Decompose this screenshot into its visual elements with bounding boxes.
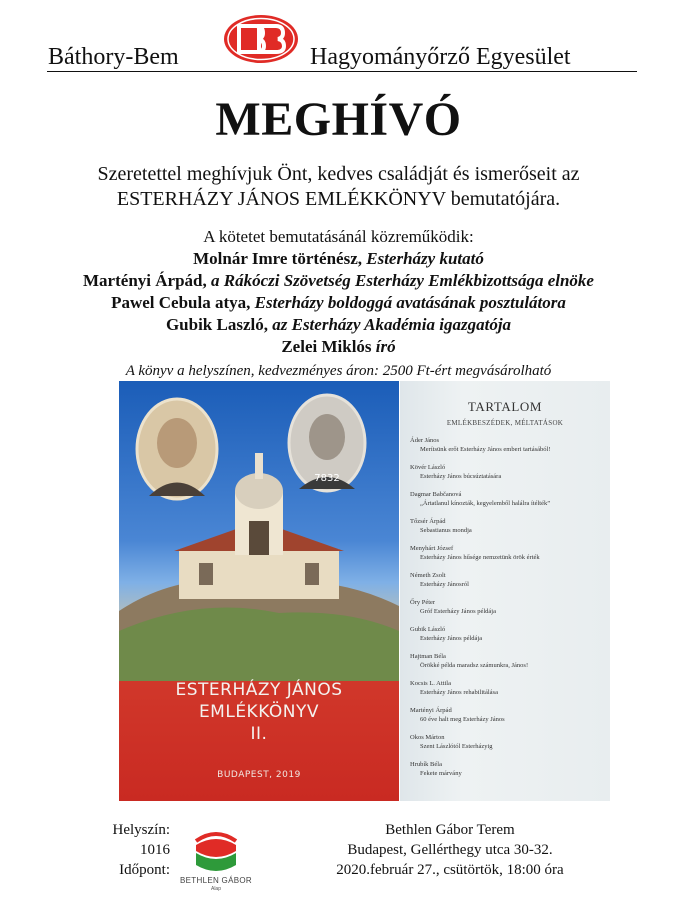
org-name-left: Báthory-Bem — [48, 44, 179, 70]
toc-author: Martényi Árpád — [410, 707, 452, 714]
toc-entry — [410, 733, 606, 760]
toc-author: Gubik László — [410, 626, 446, 633]
toc-heading: TARTALOM — [467, 399, 543, 414]
toc-title: Örökké példa maradsz számunkra, János! — [420, 662, 529, 669]
footer-labels — [90, 820, 170, 880]
contributors — [0, 226, 677, 358]
toc-entry — [410, 571, 606, 598]
toc-title: Szent Lászlótól Esterházyig — [420, 743, 493, 750]
toc-entry — [410, 652, 606, 679]
toc-author: Menyhárt József — [410, 545, 454, 552]
toc-entry — [410, 544, 606, 571]
org-name-right: Hagyományőrző Egyesület — [310, 44, 571, 70]
toc-entry — [410, 436, 606, 463]
cover-illustration — [119, 381, 399, 681]
toc-author: Őry Péter — [410, 599, 436, 606]
event-datetime: 2020.február 27., csütörtök, 18:00 óra — [336, 862, 564, 878]
venue-name: Bethlen Gábor Terem — [385, 822, 515, 838]
toc-author: Kövér László — [410, 464, 446, 471]
contributor-4: Gubik Laszló, az Esterházy Akadémia igazgatója — [165, 315, 512, 334]
toc-author: Tőzsér Árpád — [410, 518, 446, 525]
toc-title: Esterházy János példája — [420, 635, 483, 642]
price-note: A könyv a helyszínen, kedvezményes áron: 2500 Ft-ért megvásárolható — [125, 363, 552, 379]
contributor-2: Martényi Árpád, a Rákóczi Szövetség Esterházy Emlékbizottsága elnöke — [83, 271, 594, 290]
toc-entry — [410, 598, 606, 625]
contributors-intro: A kötetet bemutatásánál közreműködik: — [203, 227, 474, 246]
postcode: 1016 — [140, 842, 170, 858]
toc-list — [410, 436, 606, 787]
invitation-line-2: ESTERHÁZY JÁNOS EMLÉKKÖNYV bemutatójára. — [116, 188, 561, 210]
cover-title-line-2: EMLÉKKÖNYV — [198, 702, 320, 722]
toc-entry — [410, 517, 606, 544]
logo-sub: Alap — [210, 886, 221, 892]
header-underline — [47, 71, 637, 72]
toc-title: Esterházy János rehabilitálása — [420, 689, 498, 696]
footer-values — [315, 820, 585, 880]
contributor-3: Pawel Cebula atya, Esterházy boldoggá avatásának posztulátora — [111, 293, 566, 312]
toc-author: Dagmar Babčanová — [410, 491, 462, 498]
toc-author: Kocsis L. Attila — [410, 680, 451, 687]
toc-author: Hrubík Béla — [410, 761, 442, 768]
invitation-line-1: Szeretettel meghívjuk Önt, kedves családját és ismerőseit az — [97, 163, 580, 185]
toc-entry — [410, 490, 606, 517]
toc-title: Esterházy János hűsége nemzetünk örök érték — [420, 554, 540, 561]
toc-author: Hajtman Béla — [410, 653, 446, 660]
association-logo — [223, 14, 299, 64]
cover-title-line-3: II. — [250, 724, 268, 744]
time-label: Időpont: — [119, 862, 170, 878]
logo-name: BETHLEN GÁBOR — [180, 876, 252, 885]
toc-entry — [410, 463, 606, 490]
toc-title: Fekete márvány — [420, 770, 462, 777]
toc-title: Merítsünk erőt Esterházy János emberi tartásából! — [420, 446, 551, 453]
toc-title: Sebastianus mondja — [420, 527, 472, 534]
cover-title — [119, 679, 399, 745]
toc-author: Okos Márton — [410, 734, 445, 741]
toc-entry — [410, 679, 606, 706]
toc-title: Esterházy Jánosról — [420, 581, 469, 588]
prisoner-number: 7832 — [314, 473, 340, 484]
contributor-5: Zelei Miklós író — [281, 337, 396, 356]
toc-author: Áder János — [410, 437, 440, 444]
invitation-text — [0, 162, 677, 212]
toc-entry — [410, 706, 606, 733]
toc-page-photo — [400, 381, 610, 801]
bethlen-gabor-logo — [172, 825, 260, 895]
venue-address: Budapest, Gellérthegy utca 30-32. — [347, 842, 553, 858]
toc-title: Esterházy János búcsúztatására — [420, 473, 502, 480]
contributor-1: Molnár Imre történész, Esterházy kutató — [193, 249, 484, 268]
toc-entry — [410, 760, 606, 787]
toc-author: Németh Zsolt — [410, 572, 446, 579]
invitation-title: MEGHÍVÓ — [215, 93, 462, 146]
cover-publisher-line: BUDAPEST, 2019 — [217, 770, 301, 780]
toc-title: „Ártatlanul kínozták, kegyelemből halálra ítélték” — [420, 500, 551, 507]
toc-title: Gróf Esterházy János példája — [420, 608, 496, 615]
toc-title: 60 éve halt meg Esterházy János — [420, 716, 505, 723]
venue-label: Helyszín: — [112, 822, 170, 838]
toc-section: EMLÉKBESZÉDEK, MÉLTATÁSOK — [446, 419, 564, 427]
cover-title-line-1: ESTERHÁZY JÁNOS — [175, 680, 343, 700]
book-cover-photo — [119, 381, 399, 801]
toc-entry — [410, 625, 606, 652]
